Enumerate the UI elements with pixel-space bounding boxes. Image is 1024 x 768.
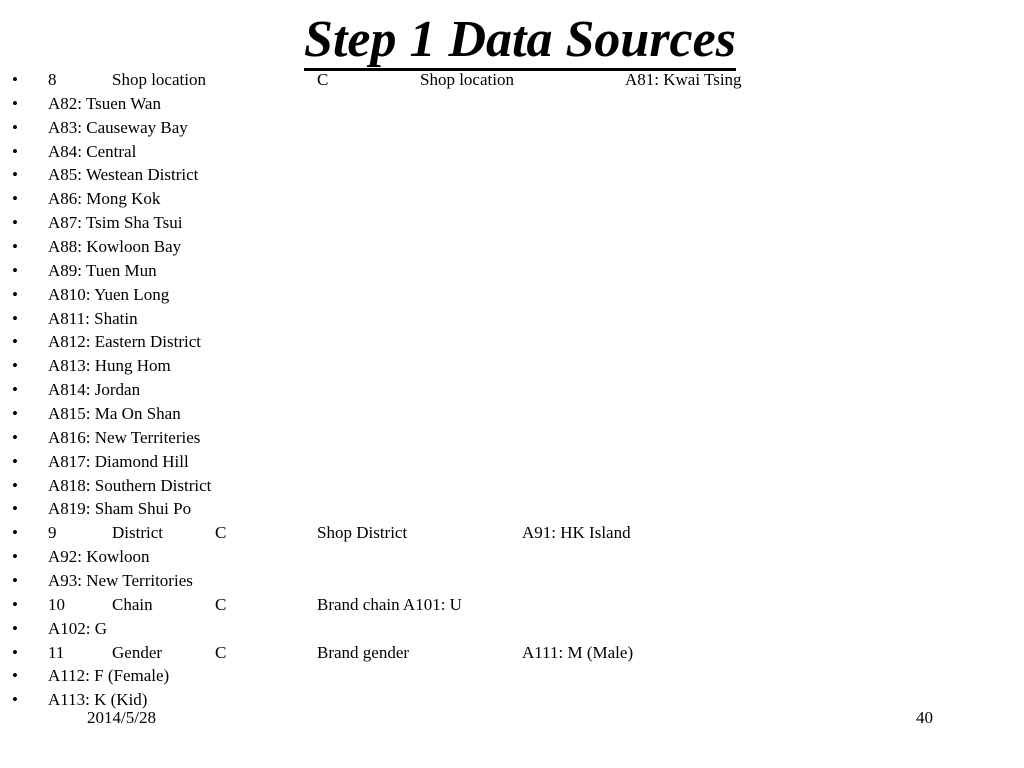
list-item-text: A816: New Territeries (48, 427, 201, 447)
list-item-text: A102: G (48, 618, 108, 638)
list-item-text: A113: K (Kid) (48, 690, 148, 710)
list-item-text: A814: Jordan (48, 380, 141, 400)
bullet-marker: • (12, 308, 18, 328)
list-item-text: A812: Eastern District (48, 332, 201, 352)
bullet-marker: • (12, 93, 18, 113)
list-item-text: C (317, 70, 329, 89)
bullet-marker: • (12, 70, 18, 89)
slide-title (0, 10, 1024, 70)
bullet-marker: • (12, 499, 18, 519)
list-item-text: A83: Causeway Bay (48, 117, 188, 137)
bullet-marker: • (12, 141, 18, 161)
list-item-text: Shop location (420, 70, 514, 89)
bullet-marker: • (12, 380, 18, 400)
list-item-text: C (215, 523, 227, 543)
list-item-text: A89: Tuen Mun (48, 260, 157, 280)
list-item-text: A81: Kwai Tsing (625, 70, 742, 89)
bullet-marker: • (12, 475, 18, 495)
list-item-text: A88: Kowloon Bay (48, 237, 182, 257)
list-item-text: A86: Mong Kok (48, 189, 161, 209)
bullet-marker: • (12, 642, 18, 662)
bullet-marker: • (12, 690, 18, 710)
list-item-text: A815: Ma On Shan (48, 404, 181, 424)
list-item-text: Gender (112, 642, 163, 662)
bullet-marker: • (12, 427, 18, 447)
bullet-marker: • (12, 356, 18, 376)
list-item-text: A92: Kowloon (48, 547, 150, 567)
bullet-marker: • (12, 571, 18, 591)
list-item-text: A818: Southern District (48, 475, 212, 495)
list-item-text: 11 (48, 642, 65, 662)
bullet-marker: • (12, 523, 18, 543)
bullet-marker: • (12, 594, 18, 614)
slide-page-number: 40 (916, 708, 933, 727)
list-item-text: A91: HK Island (522, 523, 631, 543)
bullet-marker: • (12, 332, 18, 352)
bullet-marker: • (12, 666, 18, 686)
list-item-text: Shop District (317, 523, 408, 543)
bullet-marker: • (12, 404, 18, 424)
list-item-text: A93: New Territories (48, 571, 193, 591)
list-item-text: A111: M (Male) (522, 642, 634, 662)
bullet-marker: • (12, 284, 18, 304)
slide-date: 2014/5/28 (87, 708, 156, 727)
list-item-text: A85: Westean District (48, 165, 199, 185)
list-item-text: Chain (112, 594, 153, 614)
slide-title-text: Step 1 Data Sources (304, 11, 736, 71)
bullet-marker: • (12, 117, 18, 137)
list-item-text: Brand chain A101: U (317, 594, 462, 614)
list-item-text: 8 (48, 70, 57, 89)
list-item-text: Shop location (112, 70, 206, 89)
list-item-text: Brand gender (317, 642, 410, 662)
list-item-text: C (215, 594, 227, 614)
list-item-text: C (215, 642, 227, 662)
bullet-marker: • (12, 189, 18, 209)
bullet-marker: • (12, 165, 18, 185)
bullet-marker: • (12, 260, 18, 280)
list-item-text: A819: Sham Shui Po (48, 499, 192, 519)
bullet-marker: • (12, 451, 18, 471)
list-item-text: A82: Tsuen Wan (48, 93, 161, 113)
list-item-text: A84: Central (48, 141, 137, 161)
list-item-text: A112: F (Female) (48, 666, 170, 686)
list-item-text: A810: Yuen Long (48, 284, 170, 304)
list-item-text: District (112, 523, 163, 543)
list-item-text: A87: Tsim Sha Tsui (48, 213, 183, 233)
list-item-text: A813: Hung Hom (48, 356, 171, 376)
bullet-marker: • (12, 618, 18, 638)
bullet-marker: • (12, 213, 18, 233)
list-item-text: A811: Shatin (48, 308, 138, 328)
bullet-marker: • (12, 547, 18, 567)
list-item-text: 9 (48, 523, 57, 543)
bullet-marker: • (12, 237, 18, 257)
list-item-text: 10 (48, 594, 65, 614)
list-item-text: A817: Diamond Hill (48, 451, 189, 471)
